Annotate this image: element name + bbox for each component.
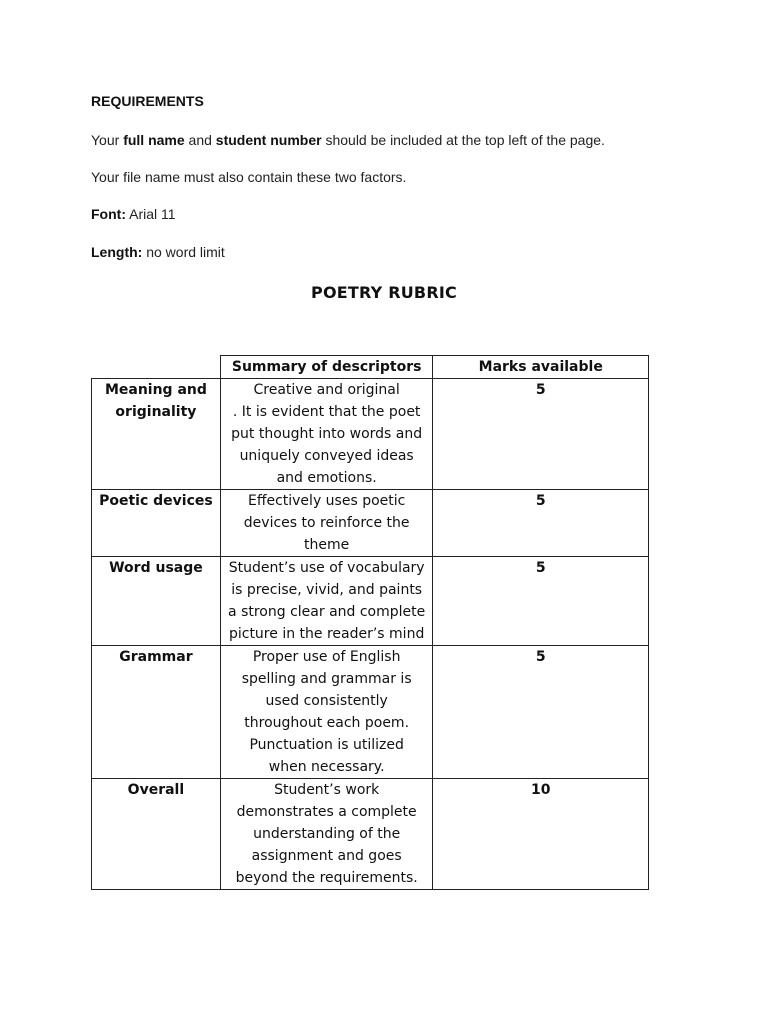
descriptor-line: Student’s work xyxy=(274,782,380,798)
rubric-header-row xyxy=(92,356,649,379)
descriptor-line: beyond the requirements. xyxy=(235,870,418,886)
descriptor-line: uniquely conveyed ideas xyxy=(239,448,414,464)
req-text: and xyxy=(184,132,216,148)
descriptor-cell xyxy=(220,779,433,890)
criterion-line: Grammar xyxy=(119,649,193,665)
descriptor-line: when necessary. xyxy=(268,759,385,775)
header-marks: Marks available xyxy=(433,356,649,379)
table-row xyxy=(92,646,649,779)
requirement-file-name: Your file name must also contain these two factors. xyxy=(91,169,407,185)
criterion-cell xyxy=(92,779,221,890)
table-row xyxy=(92,490,649,557)
length-value: no word limit xyxy=(142,244,225,260)
descriptor-line: assignment and goes xyxy=(251,848,402,864)
criterion-line: Poetic devices xyxy=(99,493,213,509)
table-row xyxy=(92,557,649,646)
header-empty-cell xyxy=(92,356,221,379)
req-bold-student-number: student number xyxy=(215,132,322,148)
table-row xyxy=(92,379,649,490)
descriptor-cell xyxy=(220,379,433,490)
descriptor-cell xyxy=(220,646,433,779)
req-text: should be included at the top left of the page. xyxy=(321,132,605,148)
rubric-table xyxy=(91,355,649,890)
descriptor-line: used consistently xyxy=(265,693,388,709)
descriptor-line: . It is evident that the poet xyxy=(232,404,421,420)
requirement-name-number xyxy=(91,131,605,149)
descriptor-line: is precise, vivid, and paints xyxy=(231,582,423,598)
descriptor-line: Student’s use of vocabulary xyxy=(228,560,425,576)
criterion-line: Meaning and xyxy=(104,382,207,398)
header-descriptors: Summary of descriptors xyxy=(220,356,433,379)
descriptor-line: Proper use of English xyxy=(252,649,401,665)
req-text: Your xyxy=(91,132,124,148)
descriptor-line: Effectively uses poetic xyxy=(247,493,406,509)
descriptor-line: put thought into words and xyxy=(231,426,423,442)
criterion-cell xyxy=(92,557,221,646)
requirement-length xyxy=(91,243,225,261)
descriptor-line: Creative and original xyxy=(253,382,400,398)
criterion-line: Word usage xyxy=(109,560,203,576)
descriptor-line: throughout each poem. xyxy=(244,715,410,731)
table-row xyxy=(92,779,649,890)
marks-cell: 5 xyxy=(433,379,649,490)
descriptor-line: spelling and grammar is xyxy=(241,671,412,687)
requirement-font xyxy=(91,205,176,223)
criterion-cell xyxy=(92,646,221,779)
criterion-line: Overall xyxy=(127,782,185,798)
font-value: Arial 11 xyxy=(125,206,176,222)
marks-cell: 10 xyxy=(433,779,649,890)
rubric-body xyxy=(92,379,649,890)
descriptor-line: understanding of the xyxy=(253,826,401,842)
length-label: Length: xyxy=(91,244,143,260)
marks-cell: 5 xyxy=(433,646,649,779)
requirements-heading: REQUIREMENTS xyxy=(91,93,204,109)
descriptor-line: a strong clear and complete xyxy=(228,604,426,620)
descriptor-line: Punctuation is utilized xyxy=(249,737,404,753)
criterion-cell xyxy=(92,490,221,557)
descriptor-cell xyxy=(220,557,433,646)
descriptor-line: devices to reinforce the xyxy=(243,515,410,531)
descriptor-line: demonstrates a complete xyxy=(236,804,417,820)
criterion-line: originality xyxy=(115,404,197,420)
marks-cell: 5 xyxy=(433,557,649,646)
rubric-title: POETRY RUBRIC xyxy=(311,283,457,302)
criterion-cell xyxy=(92,379,221,490)
descriptor-line: theme xyxy=(304,537,350,553)
descriptor-line: and emotions. xyxy=(276,470,377,486)
font-label: Font: xyxy=(91,206,126,222)
descriptor-line: picture in the reader’s mind xyxy=(228,626,425,642)
marks-cell: 5 xyxy=(433,490,649,557)
descriptor-cell xyxy=(220,490,433,557)
req-bold-full-name: full name xyxy=(123,132,185,148)
